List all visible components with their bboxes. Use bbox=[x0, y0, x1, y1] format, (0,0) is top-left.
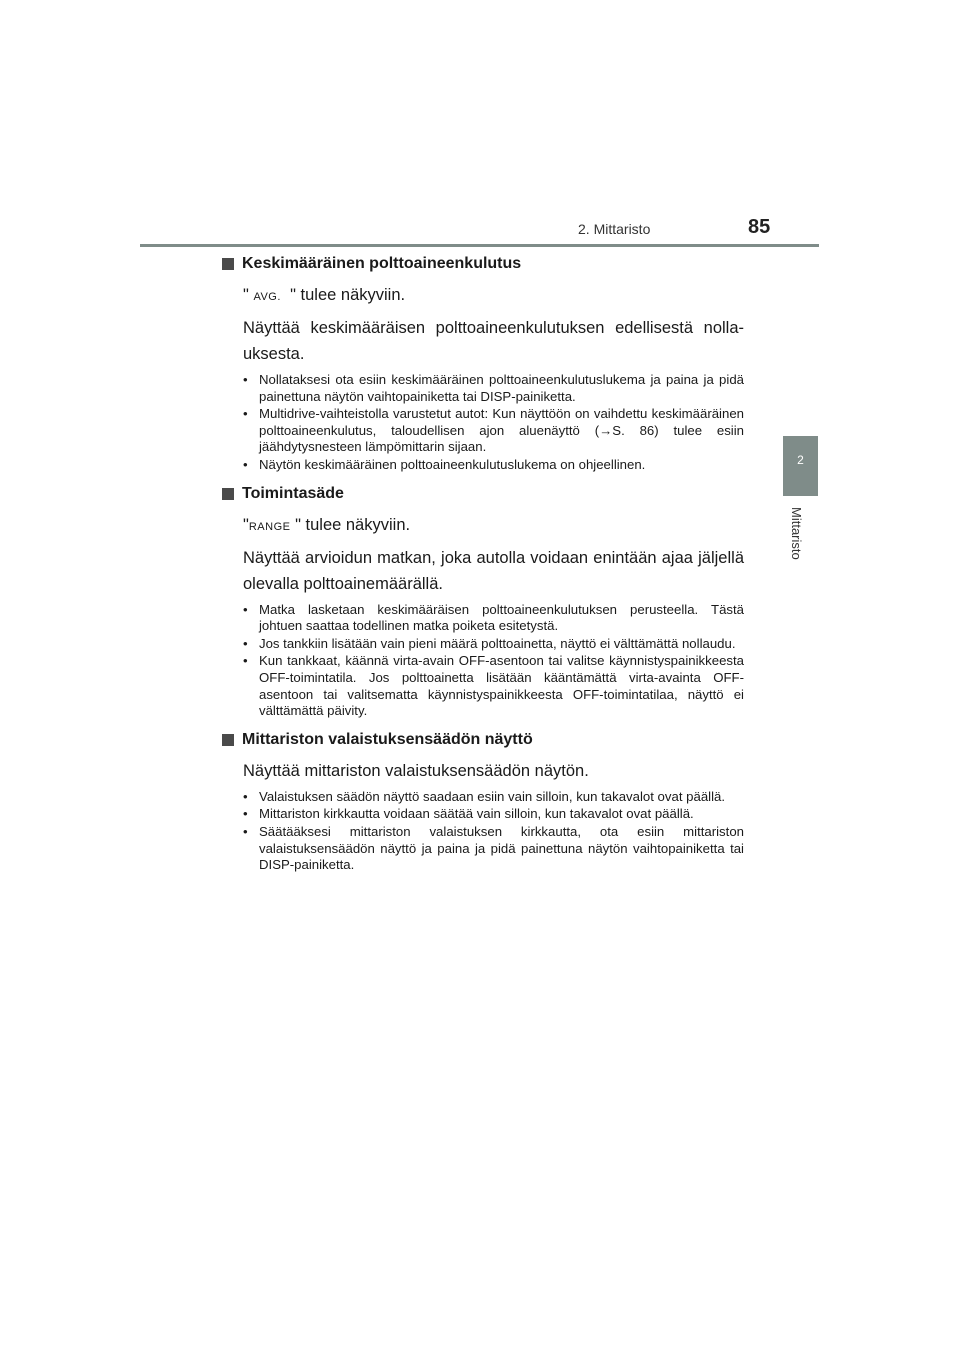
bullet-item: • Matka lasketaan keskimääräisen polttoaineenkulutuksen perusteella. Tästä johtuen saattaa todellinen matka poiketa esitetystä. bbox=[259, 602, 744, 635]
bullet-item: • Valaistuksen säädön näyttö saadaan esiin vain silloin, kun takavalot ovat päällä. bbox=[259, 789, 744, 806]
display-label-suffix: " tulee näkyviin. bbox=[295, 515, 411, 534]
page-content bbox=[222, 253, 744, 883]
bullet-item: • Jos tankkiin lisätään vain pieni määrä polttoainetta, näyttö ei välttämättä nollaudu. bbox=[259, 636, 744, 653]
display-label-line: " AVG. " tulee näkyviin. bbox=[243, 286, 406, 304]
display-label-line: "RANGE " tulee näkyviin. bbox=[243, 515, 411, 534]
bullet-list bbox=[222, 789, 744, 874]
section-heading bbox=[222, 483, 744, 505]
chapter-label: Mittaristo bbox=[789, 507, 804, 560]
header-divider bbox=[140, 244, 819, 247]
chapter-tab bbox=[783, 436, 818, 494]
header-section-title: 2. Mittaristo bbox=[578, 221, 651, 237]
bullet-list bbox=[222, 372, 744, 474]
square-bullet-icon bbox=[222, 488, 234, 500]
bullet-item: • Näytön keskimääräinen polttoaineenkulutuslukema on ohjeellinen. bbox=[259, 457, 744, 474]
chapter-number: 2 bbox=[797, 453, 804, 467]
section-description: Näyttää keskimääräisen polttoaineenkulutuksen edellisestä nollauksesta. bbox=[243, 319, 744, 363]
square-bullet-icon bbox=[222, 258, 234, 270]
section-instrument-lighting-control bbox=[222, 729, 744, 874]
page-number: 85 bbox=[748, 216, 771, 238]
bullet-item: • Mittariston kirkkautta voidaan säätää vain silloin, kun takavalot ovat päällä. bbox=[259, 806, 744, 823]
section-heading-text: Mittariston valaistuksensäädön näyttö bbox=[242, 730, 533, 748]
section-driving-range bbox=[222, 483, 744, 720]
display-label-suffix: " tulee näkyviin. bbox=[290, 286, 406, 304]
avg-indicator-label: AVG. bbox=[253, 291, 281, 303]
bullet-list bbox=[222, 602, 744, 720]
section-average-fuel-consumption bbox=[222, 253, 744, 474]
section-heading-text: Keskimääräinen polttoaineenkulutus bbox=[242, 255, 522, 272]
chapter-tab-divider bbox=[783, 494, 818, 496]
square-bullet-icon bbox=[222, 734, 234, 746]
bullet-item: • Säätääksesi mittariston valaistuksen kirkkautta, ota esiin mittariston valaistuksensäädön näyttö ja paina ja pidä painettuna näytön vaihtopainiketta tai DISP-painiketta. bbox=[259, 824, 744, 874]
bullet-item: • Kun tankkaat, käännä virta-avain OFF-asentoon tai valitse käynnistyspainikkeesta OFF-toimintatila. Jos polttoainetta lisätään kääntämättä virta-avainta OFF-asentoon tai valitsematta käynnistyspainikkeesta OFF-toimintatilaa, näyttö ei välttämättä päivity. bbox=[259, 653, 744, 719]
range-indicator-label: RANGE bbox=[248, 520, 291, 533]
bullet-item: • Nollataksesi ota esiin keskimääräinen polttoaineenkulutuslukema ja paina ja pidä painettuna näytön vaihtopainiketta tai DISP-painiketta. bbox=[259, 372, 744, 405]
bullet-item: • Multidrive-vaihteistolla varustetut autot: Kun näyttöön on vaihdettu keskimääräinen polttoaineenkulutus, taloudellisen ajon aluenäyttö (→S. 86) tulee esiin jäähdytysnesteen lämpömittarin sijaan. bbox=[259, 406, 744, 456]
section-heading bbox=[222, 729, 744, 751]
section-heading-text: Toimintasäde bbox=[242, 484, 344, 502]
section-description: Näyttää arvioidun matkan, joka autolla voidaan enintään ajaa jäljellä olevalla polttoainemäärällä. bbox=[243, 548, 744, 593]
section-description: Näyttää mittariston valaistuksensäädön näytön. bbox=[243, 761, 589, 780]
section-heading bbox=[222, 253, 744, 275]
